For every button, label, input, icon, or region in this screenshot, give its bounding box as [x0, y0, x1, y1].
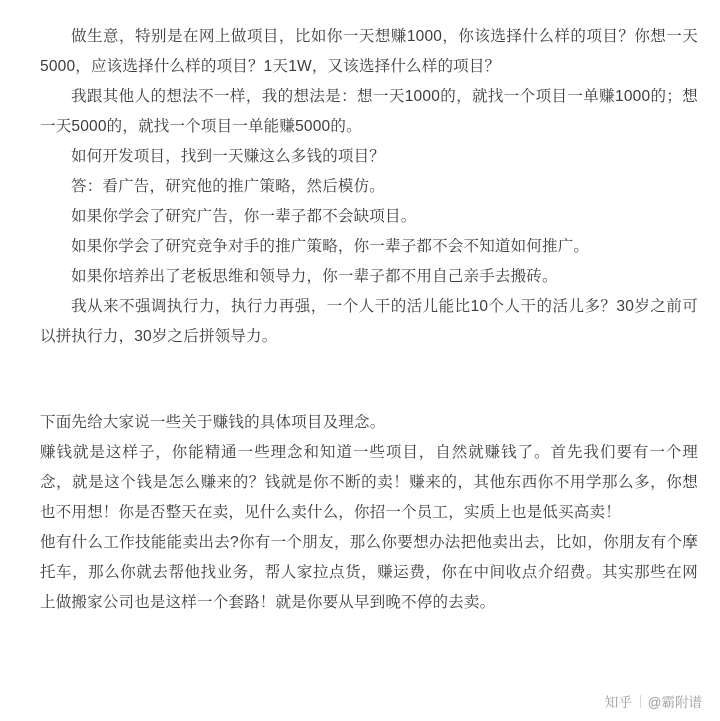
paragraph: 如果你学会了研究竞争对手的推广策略，你一辈子都不会不知道如何推广。 — [71, 238, 590, 255]
paragraph: 如果你培养出了老板思维和领导力，你一辈子都不用自己亲手去搬砖。 — [71, 268, 558, 285]
paragraph: 赚钱就是这样子，你能精通一些理念和知道一些项目，自然就赚钱了。首先我们要有一个理念，就是这个钱是怎么赚来的？钱就是你不断的卖！赚来的，其他东西你不用学那么多，你想也不用想！你是否整天在卖，见什么卖什么，你招一个员工，实质上也是低买高卖！ — [40, 444, 698, 521]
section-two — [40, 408, 698, 618]
paragraph: 我从来不强调执行力，执行力再强，一个人干的活儿能比10个人干的活儿多？30岁之前可以拼执行力，30岁之后拼领导力。 — [40, 298, 698, 345]
paragraph: 他有什么工作技能能卖出去?你有一个朋友，那么你要想办法把他卖出去，比如，你朋友有个摩托车，那么你就去帮他找业务，帮人家拉点货，赚运费，你在中间收点介绍费。其实那些在网上做搬家公司也是这样一个套路！就是你要从早到晚不停的去卖。 — [40, 534, 698, 611]
paragraph: 下面先给大家说一些关于赚钱的具体项目及理念。 — [40, 414, 386, 431]
divider — [640, 695, 641, 708]
watermark — [605, 691, 702, 711]
section-one — [40, 22, 698, 352]
paragraph: 做生意，特别是在网上做项目，比如你一天想赚1000，你该选择什么样的项目？你想一天5000，应该选择什么样的项目？1天1W，又该选择什么样的项目？ — [40, 28, 698, 75]
paragraph: 如何开发项目，找到一天赚这么多钱的项目？ — [71, 148, 386, 165]
section-spacer — [40, 352, 698, 408]
zhihu-logo: 知乎 — [604, 695, 633, 710]
paragraph: 答：看广告，研究他的推广策略，然后模仿。 — [71, 178, 386, 195]
paragraph: 如果你学会了研究广告，你一辈子都不会缺项目。 — [71, 208, 417, 225]
watermark-username: @霸附谱 — [647, 695, 702, 710]
paragraph: 我跟其他人的想法不一样，我的想法是：想一天1000的，就找一个项目一单赚1000的；想一天5000的，就找一个项目一单能赚5000的。 — [40, 88, 698, 135]
